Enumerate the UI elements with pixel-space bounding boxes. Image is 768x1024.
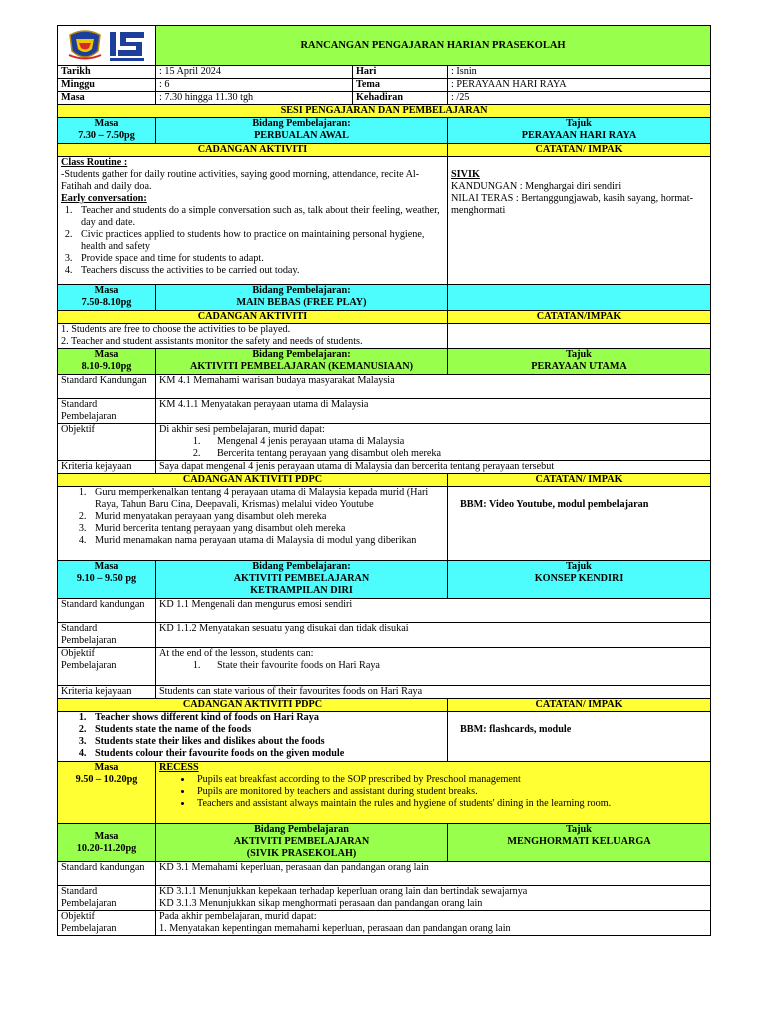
s3-bbm: BBM: Video Youtube, modul pembelajaran (448, 487, 711, 561)
s4-obj-value: At the end of the lesson, students can: 1. State their favourite foods on Hari Raya (156, 648, 711, 686)
session-title: SESI PENGAJARAN DAN PEMBELAJARAN (58, 105, 711, 118)
s1-catatan (448, 157, 711, 285)
recess-title: RECESS (159, 762, 199, 773)
s4-tajuk: Tajuk KONSEP KENDIRI (448, 561, 711, 599)
s3-sp-label: Standard Pembelajaran (58, 399, 156, 424)
s5-sk-label: Standard kandungan (58, 862, 156, 886)
list-item: 3. Provide space and time for students to adapt. (75, 253, 444, 265)
s2-tajuk (448, 285, 711, 311)
s4-sk-value: KD 1.1 Mengenali dan mengurus emosi sendiri (156, 599, 711, 623)
s5-sp-value (156, 886, 711, 911)
s1-cadangan-header: CADANGAN AKTIVITI (58, 144, 448, 157)
s1-masa: Masa 7.30 – 7.50pg (58, 118, 156, 144)
s4-sk-label: Standard kandungan (58, 599, 156, 623)
class-routine-title: Class Routine : (61, 157, 128, 168)
s3-catatan-header: CATATAN/ IMPAK (448, 474, 711, 487)
list-item: 2. Students state the name of the foods (89, 724, 444, 736)
state-crest-logo (66, 29, 104, 63)
s5-obj-label: Objektif Pembelajaran (58, 911, 156, 936)
s4-masa: Masa 9.10 – 9.50 pg (58, 561, 156, 599)
s3-sk-value: KM 4.1 Memahami warisan budaya masyarakat Malaysia (156, 375, 711, 399)
list-item: 4. Murid menamakan nama perayaan utama di Malaysia di modul yang diberikan (89, 535, 444, 547)
s3-masa: Masa 8.10-9.10pg (58, 349, 156, 375)
list-item: 1. Guru memperkenalkan tentang 4 perayaan utama di Malaysia kepada murid (Hari Raya, Tahun Baru Cina, Deepavali, Krismas) melalui video Youtube (89, 487, 444, 511)
s5-sk-value: KD 3.1 Memahami keperluan, perasaan dan pandangan orang lain (156, 862, 711, 886)
s4-bbm: BBM: flashcards, module (448, 712, 711, 762)
lesson-plan-table (57, 25, 711, 936)
masa-value: : 7.30 hingga 11.30 tgh (156, 92, 353, 105)
class-routine-text: -Students gather for daily routine activities, saying good morning, attendance, recite Al-Fatihah and daily doa. (61, 169, 420, 192)
s2-catatan (448, 324, 711, 349)
s3-sk-label: Standard Kandungan (58, 375, 156, 399)
preschool-logo (108, 29, 148, 63)
list-item: 1. Teacher and students do a simple conversation such as, talk about their feeling, weather, day and date. (75, 205, 444, 229)
s3-sp-value: KM 4.1.1 Menyatakan perayaan utama di Malaysia (156, 399, 711, 424)
s4-kriteria-label: Kriteria kejayaan (58, 686, 156, 699)
document-title: RANCANGAN PENGAJARAN HARIAN PRASEKOLAH (156, 26, 711, 66)
masa-label: Masa (58, 92, 156, 105)
minggu-value: : 6 (156, 79, 353, 92)
list-item: 1. Teacher shows different kind of foods on Hari Raya (89, 712, 444, 724)
s3-kriteria-value: Saya dapat mengenal 4 jenis perayaan utama di Malaysia dan bercerita tentang perayaan tersebut (156, 461, 711, 474)
s3-aktiviti (58, 487, 448, 561)
tarikh-value: : 15 April 2024 (156, 66, 353, 79)
s2-bidang: Bidang Pembelajaran: MAIN BEBAS (FREE PLAY) (156, 285, 448, 311)
sivik-title: SIVIK (451, 169, 480, 180)
s5-tajuk: Tajuk MENGHORMATI KELUARGA (448, 824, 711, 862)
hari-value: : Isnin (448, 66, 711, 79)
early-convo-title: Early conversation: (61, 193, 147, 204)
s4-catatan-header: CATATAN/ IMPAK (448, 699, 711, 712)
s3-kriteria-label: Kriteria kejayaan (58, 461, 156, 474)
list-item: • Pupils eat breakfast according to the SOP prescribed by Preschool management (193, 774, 707, 786)
s5-sp-label: Standard Pembelajaran (58, 886, 156, 911)
list-item: 2. Teacher and student assistants monitor the safety and needs of students. (61, 336, 363, 347)
s5-sp2: KD 3.1.3 Menunjukkan sikap menghormati perasaan dan pandangan orang lain (159, 898, 483, 909)
s4-cadangan-header: CADANGAN AKTIVITI PDPC (58, 699, 448, 712)
s3-cadangan-header: CADANGAN AKTIVITI PDPC (58, 474, 448, 487)
s5-obj-value: Pada akhir pembelajaran, murid dapat: 1. Menyatakan kepentingan memahami keperluan, perasaan dan pandangan orang lain (156, 911, 711, 936)
list-item: 1. Students are free to choose the activities to be played. (61, 324, 291, 335)
list-item: 4. Teachers discuss the activities to be carried out today. (75, 265, 444, 277)
sivik-nilai: NILAI TERAS : Bertanggungjawab, kasih sayang, hormat-menghormati (451, 193, 693, 216)
list-item: 4. Students colour their favourite foods on the given module (89, 748, 444, 760)
list-item: 1. State their favourite foods on Hari Raya (203, 660, 707, 672)
s3-obj-value: Di akhir sesi pembelajaran, murid dapat: 1. Mengenal 4 jenis perayaan utama di Malaysia 2. Bercerita tentang perayaan yang disambut oleh mereka (156, 424, 711, 461)
s2-masa: Masa 7.50-8.10pg (58, 285, 156, 311)
tarikh-label: Tarikh (58, 66, 156, 79)
s4-bidang: Bidang Pembelajaran: AKTIVITI PEMBELAJARAN KETRAMPILAN DIRI (156, 561, 448, 599)
s5-sp1: KD 3.1.1 Menunjukkan kepekaan terhadap keperluan orang lain dan bertindak sewajarnya (159, 886, 528, 897)
s1-catatan-header: CATATAN/ IMPAK (448, 144, 711, 157)
s2-cadangan-header: CADANGAN AKTIVITI (58, 311, 448, 324)
s2-aktiviti (58, 324, 448, 349)
s5-bidang: Bidang Pembelajaran AKTIVITI PEMBELAJARAN (SIVIK PRASEKOLAH) (156, 824, 448, 862)
recess-content (156, 762, 711, 824)
kehadiran-value: : /25 (448, 92, 711, 105)
recess-masa: Masa 9.50 – 10.20pg (58, 762, 156, 824)
s4-sp-value: KD 1.1.2 Menyatakan sesuatu yang disukai dan tidak disukai (156, 623, 711, 648)
s4-sp-label: Standard Pembelajaran (58, 623, 156, 648)
list-item: • Pupils are monitored by teachers and assistant during student breaks. (193, 786, 707, 798)
s5-masa: Masa 10.20-11.20pg (58, 824, 156, 862)
list-item: 3. Murid bercerita tentang perayaan yang disambut oleh mereka (89, 523, 444, 535)
hari-label: Hari (353, 66, 448, 79)
s4-kriteria-value: Students can state various of their favourites foods on Hari Raya (156, 686, 711, 699)
logo-cell (58, 26, 156, 66)
s3-bidang: Bidang Pembelajaran: AKTIVITI PEMBELAJARAN (KEMANUSIAAN) (156, 349, 448, 375)
tema-value: : PERAYAAN HARI RAYA (448, 79, 711, 92)
s1-tajuk: Tajuk PERAYAAN HARI RAYA (448, 118, 711, 144)
list-item: 2. Civic practices applied to students how to practice on maintaining personal hygiene, health and safety (75, 229, 444, 253)
list-item: 1. Mengenal 4 jenis perayaan utama di Malaysia (203, 436, 707, 448)
list-item: 2. Murid menyatakan perayaan yang disambut oleh mereka (89, 511, 444, 523)
list-item: 2. Bercerita tentang perayaan yang disambut oleh mereka (203, 448, 707, 460)
s1-aktiviti (58, 157, 448, 285)
s4-aktiviti (58, 712, 448, 762)
s3-obj-label: Objektif (58, 424, 156, 461)
sivik-kandungan: KANDUNGAN : Menghargai diri sendiri (451, 181, 622, 192)
s3-tajuk: Tajuk PERAYAAN UTAMA (448, 349, 711, 375)
list-item: 3. Students state their likes and dislikes about the foods (89, 736, 444, 748)
s4-obj-label: Objektif Pembelajaran (58, 648, 156, 686)
tema-label: Tema (353, 79, 448, 92)
list-item: 1. Menyatakan kepentingan memahami keperluan, perasaan dan pandangan orang lain (159, 923, 511, 934)
s2-catatan-header: CATATAN/IMPAK (448, 311, 711, 324)
s1-bidang: Bidang Pembelajaran: PERBUALAN AWAL (156, 118, 448, 144)
list-item: • Teachers and assistant always maintain the rules and hygiene of students' dining in the learning room. (193, 798, 707, 810)
minggu-label: Minggu (58, 79, 156, 92)
kehadiran-label: Kehadiran (353, 92, 448, 105)
